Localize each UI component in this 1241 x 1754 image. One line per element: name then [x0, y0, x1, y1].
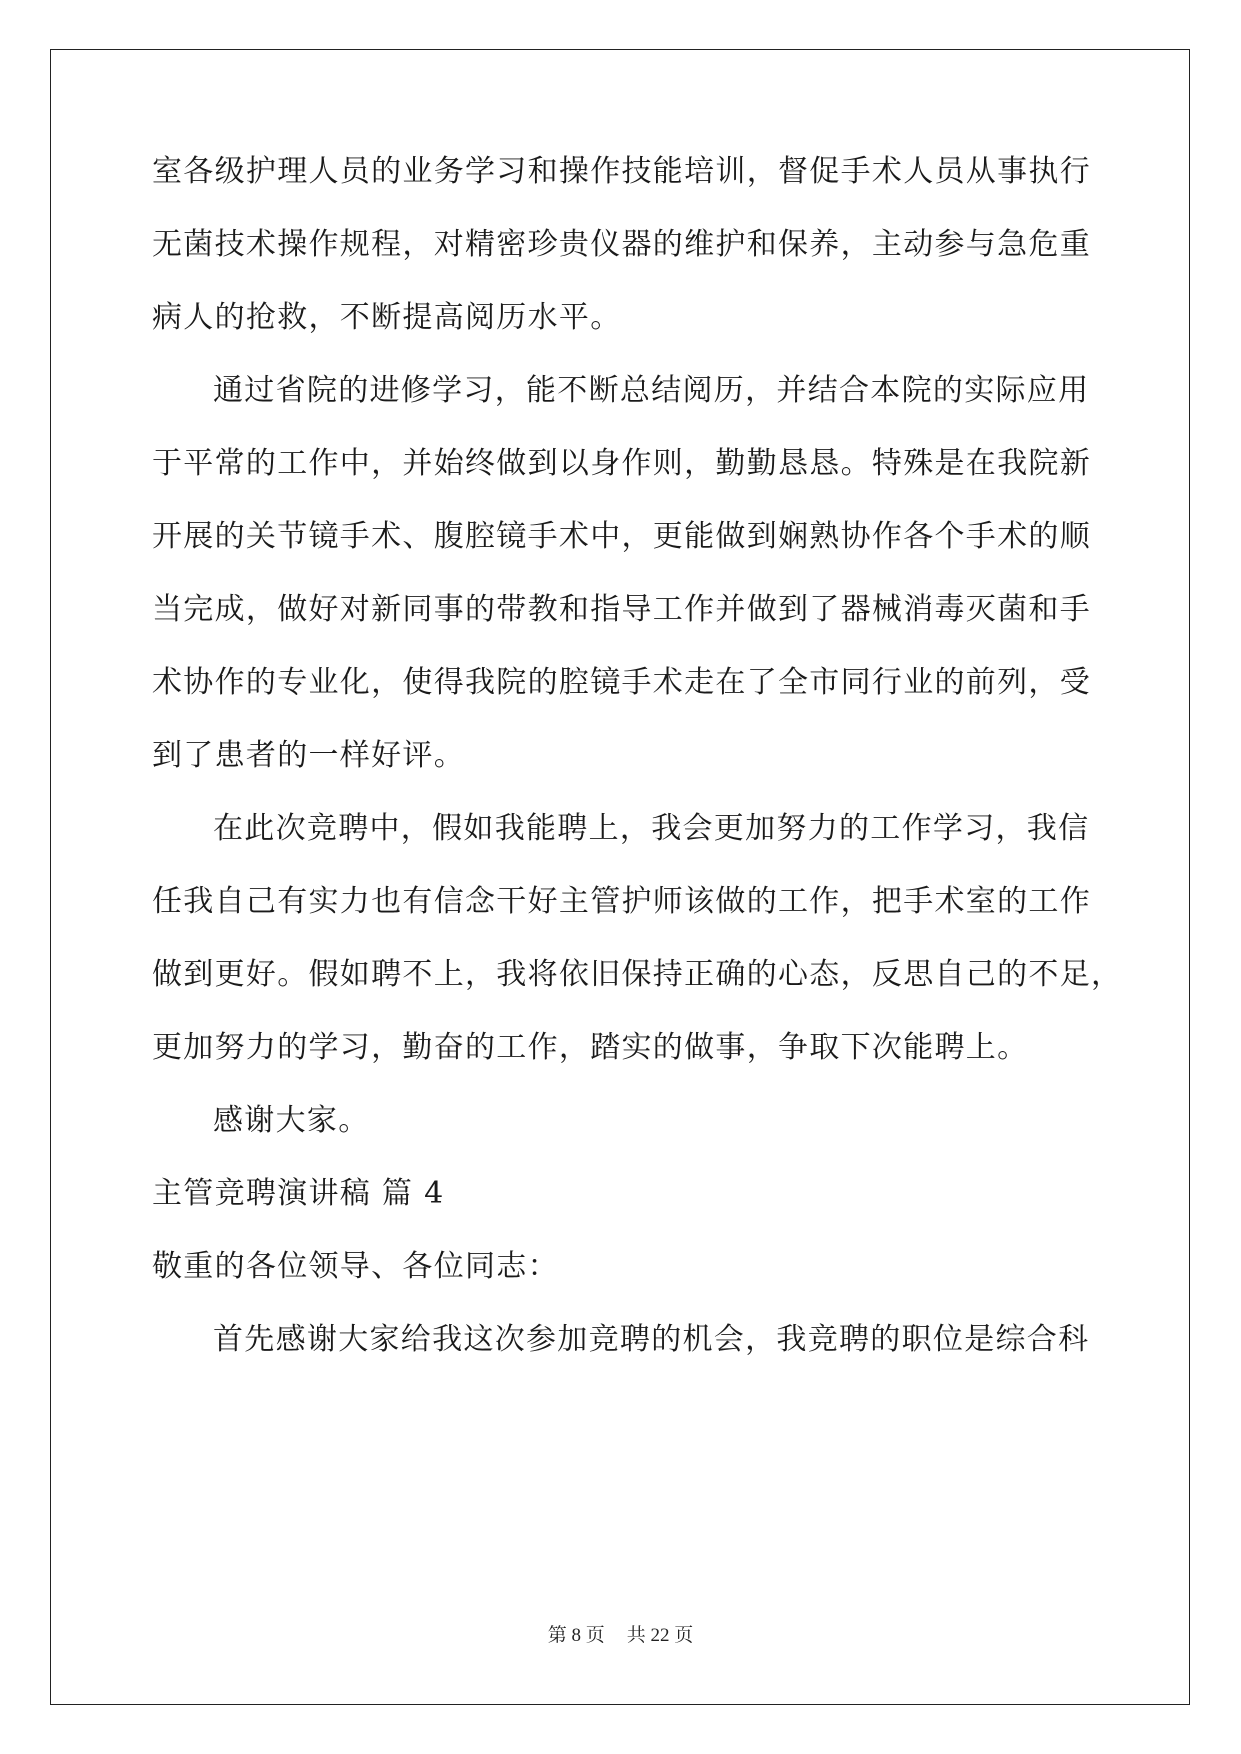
text-line: 病人的抢救，不断提高阅历水平。	[152, 300, 622, 335]
page-footer	[0, 1624, 1241, 1648]
text-line: 术协作的专业化，使得我院的腔镜手术走在了全市同行业的前列，受	[152, 665, 1091, 700]
paragraph-start: 在此次竞聘中，假如我能聘上，我会更加努力的工作学习，我信	[213, 811, 1090, 846]
text-line: 无菌技术操作规程，对精密珍贵仪器的维护和保养，主动参与急危重	[152, 227, 1091, 262]
paragraph-start: 首先感谢大家给我这次参加竞聘的机会，我竞聘的职位是综合科	[213, 1322, 1090, 1357]
page-total: 共 22 页	[626, 1625, 694, 1646]
text-line: 做到更好。假如聘不上，我将依旧保持正确的心态，反思自己的不足，	[152, 957, 1123, 992]
text-line: 到了患者的一样好评。	[152, 738, 465, 773]
text-line: 更加努力的学习，勤奋的工作，踏实的做事，争取下次能聘上。	[152, 1030, 1029, 1065]
section-heading: 主管竞聘演讲稿 篇 4	[152, 1176, 445, 1211]
paragraph-start: 通过省院的进修学习，能不断总结阅历，并结合本院的实际应用	[213, 373, 1090, 408]
text-line: 任我自己有实力也有信念干好主管护师该做的工作，把手术室的工作	[152, 884, 1091, 919]
text-line: 室各级护理人员的业务学习和操作技能培训，督促手术人员从事执行	[152, 154, 1091, 189]
text-line: 当完成，做好对新同事的带教和指导工作并做到了器械消毒灭菌和手	[152, 592, 1091, 627]
closing-thanks: 感谢大家。	[213, 1103, 370, 1138]
page-number: 第 8 页	[547, 1625, 605, 1646]
text-line: 开展的关节镜手术、腹腔镜手术中，更能做到娴熟协作各个手术的顺	[152, 519, 1091, 554]
text-line: 于平常的工作中，并始终做到以身作则，勤勤恳恳。特殊是在我院新	[152, 446, 1091, 481]
salutation: 敬重的各位领导、各位同志：	[152, 1249, 559, 1284]
